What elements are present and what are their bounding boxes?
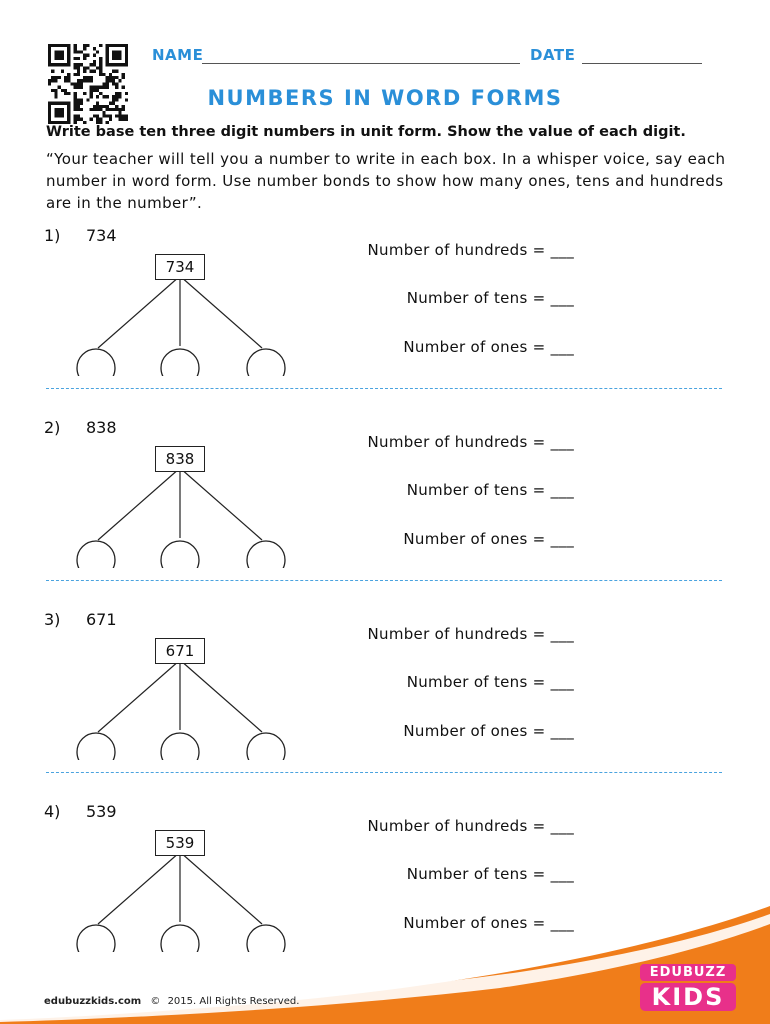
ones-question[interactable]: Number of ones = ___ (403, 914, 574, 932)
problem-index: 1) (44, 226, 61, 245)
date-label: DATE (530, 46, 576, 64)
divider (46, 388, 722, 389)
logo-top-text: EDUBUZZ (640, 964, 736, 981)
problem-number: 671 (86, 610, 117, 629)
problem-heading (44, 226, 117, 245)
tens-circle (161, 349, 199, 376)
problem-number: 539 (86, 802, 117, 821)
divider (46, 772, 722, 773)
date-field[interactable] (582, 63, 702, 64)
copyright-symbol: © (150, 996, 161, 1007)
hundreds-question[interactable]: Number of hundreds = ___ (367, 817, 574, 835)
footer-rights: 2015. All Rights Reserved. (167, 996, 300, 1007)
footer (44, 996, 299, 1007)
hundreds-question[interactable]: Number of hundreds = ___ (367, 433, 574, 451)
tens-question[interactable]: Number of tens = ___ (406, 289, 574, 307)
problem-heading (44, 802, 117, 821)
hundreds-circle (77, 733, 115, 760)
qr-code-icon (48, 44, 128, 124)
problem-2 (0, 418, 770, 610)
name-label: NAME (152, 46, 204, 64)
number-box[interactable]: 539 (155, 830, 205, 856)
hundreds-question[interactable]: Number of hundreds = ___ (367, 241, 574, 259)
instructions: Write base ten three digit numbers in unit form. Show the value of each digit. (46, 124, 686, 140)
ones-question[interactable]: Number of ones = ___ (403, 338, 574, 356)
ones-question[interactable]: Number of ones = ___ (403, 722, 574, 740)
edubuzz-kids-logo-icon (640, 964, 736, 1014)
hundreds-circle (77, 349, 115, 376)
ones-circle (247, 541, 285, 568)
problem-heading (44, 610, 117, 629)
divider (46, 580, 722, 581)
ones-question[interactable]: Number of ones = ___ (403, 530, 574, 548)
name-field[interactable] (202, 63, 520, 64)
tens-question[interactable]: Number of tens = ___ (406, 865, 574, 883)
problem-index: 4) (44, 802, 61, 821)
hundreds-question[interactable]: Number of hundreds = ___ (367, 625, 574, 643)
quote-text: “Your teacher will tell you a number to write in each box. In a whisper voice, say each number in word form. Use number bonds to show how many ones, tens and hundreds are in the number”. (46, 150, 726, 212)
problem-index: 3) (44, 610, 61, 629)
problem-number: 838 (86, 418, 117, 437)
problem-3 (0, 610, 770, 802)
footer-site: edubuzzkids.com (44, 996, 142, 1007)
ones-circle (247, 733, 285, 760)
tens-circle (161, 541, 199, 568)
tens-circle (161, 733, 199, 760)
tens-question[interactable]: Number of tens = ___ (406, 481, 574, 499)
ones-circle (247, 349, 285, 376)
problem-1 (0, 226, 770, 418)
tens-question[interactable]: Number of tens = ___ (406, 673, 574, 691)
problem-heading (44, 418, 117, 437)
problem-number: 734 (86, 226, 117, 245)
page-title: NUMBERS IN WORD FORMS (207, 86, 563, 110)
logo-bottom-text: KIDS (640, 983, 736, 1011)
number-box[interactable]: 734 (155, 254, 205, 280)
problem-index: 2) (44, 418, 61, 437)
number-box[interactable]: 671 (155, 638, 205, 664)
hundreds-circle (77, 541, 115, 568)
number-box[interactable]: 838 (155, 446, 205, 472)
